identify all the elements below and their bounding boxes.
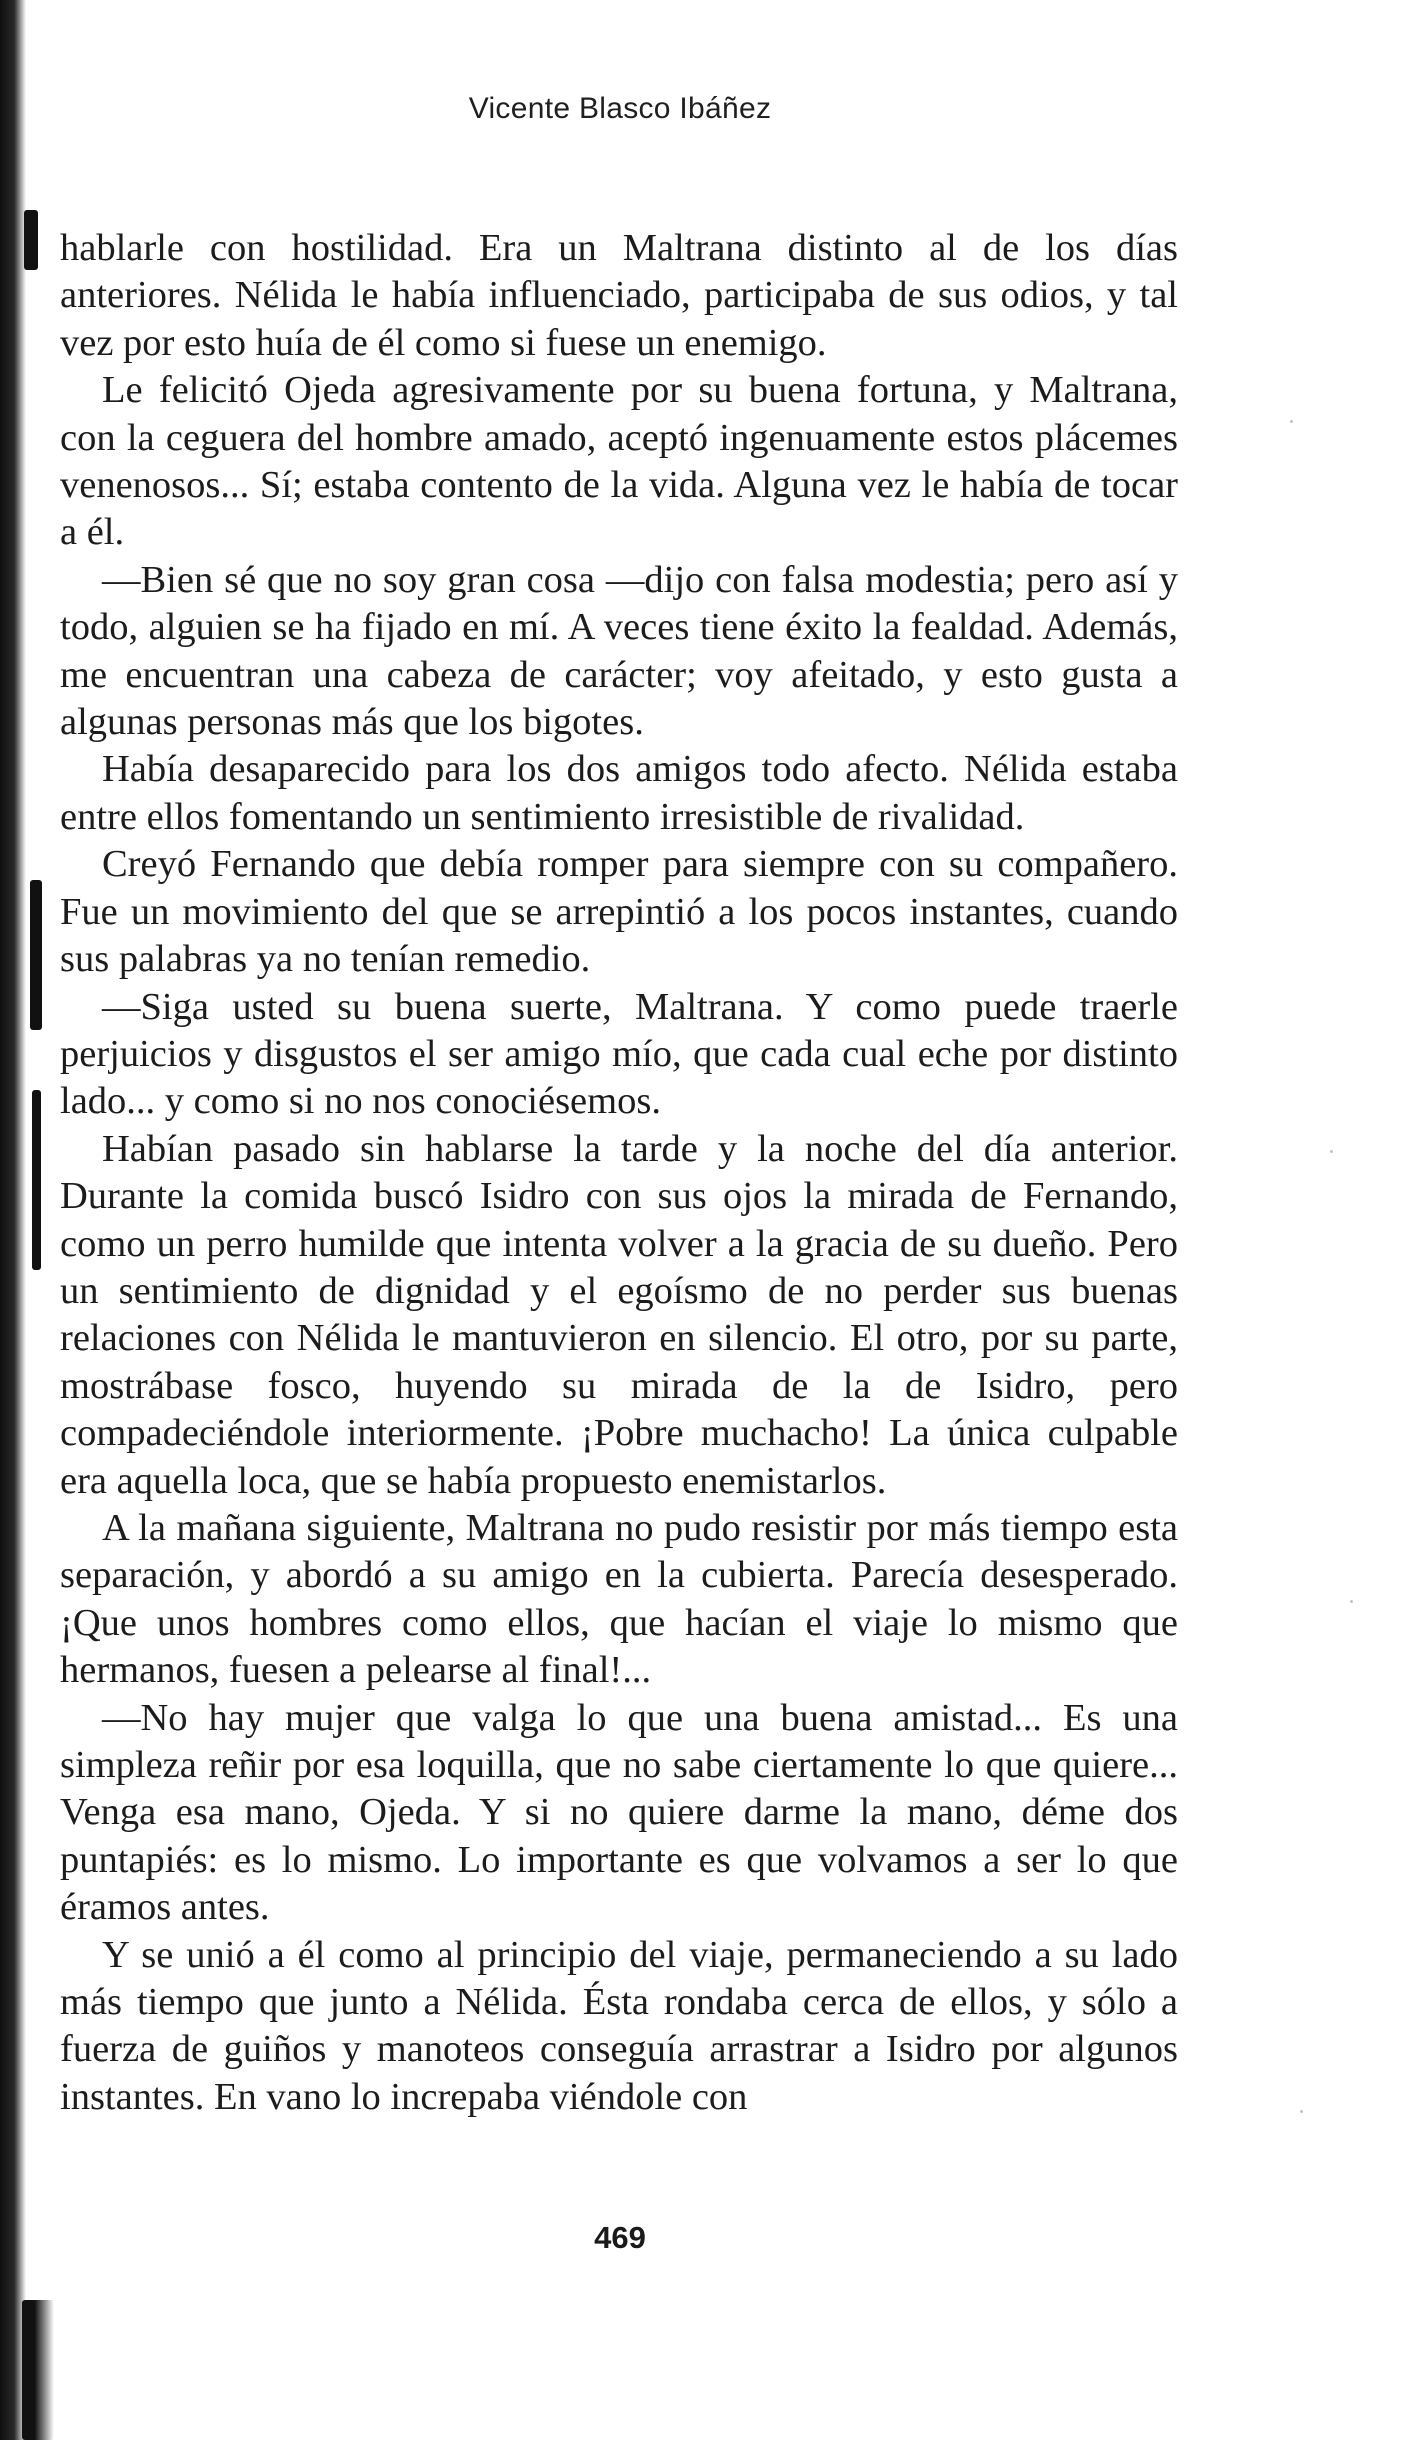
- scan-artifact: [22, 2300, 54, 2440]
- paragraph: Había desaparecido para los dos amigos todo afecto. Nélida estaba entre ellos fomentando un sentimiento irresistible de rivalidad.: [60, 748, 1178, 838]
- running-head: Vicente Blasco Ibáñez: [468, 92, 772, 125]
- paragraph: —Siga usted su buena suerte, Maltrana. Y como puede traerle perjuicios y disgustos el ser amigo mío, que cada cual eche por distinto lado... y como si no nos conociésemos.: [60, 985, 1178, 1123]
- paragraph: —Bien sé que no soy gran cosa —dijo con falsa modestia; pero así y todo, alguien se ha fijado en mí. A veces tiene éxito la fealdad. Además, me encuentran una cabeza de carácter; voy afeitado, y esto gusta a algunas personas más que los bigotes.: [60, 558, 1178, 744]
- paragraph: A la mañana siguiente, Maltrana no pudo resistir por más tiempo esta separación, y abordó a su amigo en la cubierta. Parecía desesperado. ¡Que unos hombres como ellos, que hacían el viaje lo mismo que hermanos, fuesen a pelearse al final!...: [60, 1506, 1178, 1692]
- paragraph: Le felicitó Ojeda agresivamente por su buena fortuna, y Maltrana, con la ceguera del hombre amado, aceptó ingenuamente estos plácemes venenosos... Sí; estaba contento de la vida. Alguna vez le había de tocar a él.: [60, 369, 1178, 554]
- paragraph: Habían pasado sin hablarse la tarde y la noche del día anterior. Durante la comida buscó Isidro con sus ojos la mirada de Fernando, como un perro humilde que intenta volver a la gracia de su dueño. Pero un sentimiento de dignidad y el egoísmo de no perder sus buenas relaciones con Nélida le mantuvieron en silencio. El otro, por su parte, mostrábase fosco, huyendo su mirada de la de Isidro, pero compadeciéndole interiormente. ¡Pobre muchacho! La única culpable era aquella loca, que se había propuesto enemistarlos.: [60, 1127, 1178, 1502]
- scan-speck: [1330, 1150, 1333, 1153]
- binding-shadow: [0, 0, 26, 2440]
- scan-speck: [1300, 2110, 1303, 2113]
- page-number: 469: [594, 2220, 646, 2255]
- scan-speck: [1290, 420, 1293, 423]
- body-text: [60, 225, 1178, 2121]
- paragraph: Creyó Fernando que debía romper para siempre con su compañero. Fue un movimiento del que se arrepintió a los pocos instantes, cuando sus palabras ya no tenían remedio.: [60, 843, 1178, 981]
- paragraph: Y se unió a él como al principio del viaje, permaneciendo a su lado más tiempo que junto a Nélida. Ésta rondaba cerca de ellos, y sólo a fuerza de guiños y manoteos conseguía arrastrar a Isidro por algunos instantes. En vano lo increpaba viéndole con: [60, 1933, 1178, 2118]
- paragraph: hablarle con hostilidad. Era un Maltrana distinto al de los días anteriores. Nélida le había influenciado, participaba de sus odios, y tal vez por esto huía de él como si fuese un enemigo.: [60, 227, 1178, 364]
- paragraph: —No hay mujer que valga lo que una buena amistad... Es una simpleza reñir por esa loquilla, que no sabe ciertamente lo que quiere... Venga esa mano, Ojeda. Y si no quiere darme la mano, déme dos puntapiés: es lo mismo. Lo importante es que volvamos a ser lo que éramos antes.: [60, 1696, 1178, 1929]
- scan-artifact: [32, 1090, 41, 1270]
- scan-artifact: [24, 210, 38, 270]
- scan-speck: [1350, 1600, 1353, 1603]
- scan-artifact: [30, 880, 42, 1030]
